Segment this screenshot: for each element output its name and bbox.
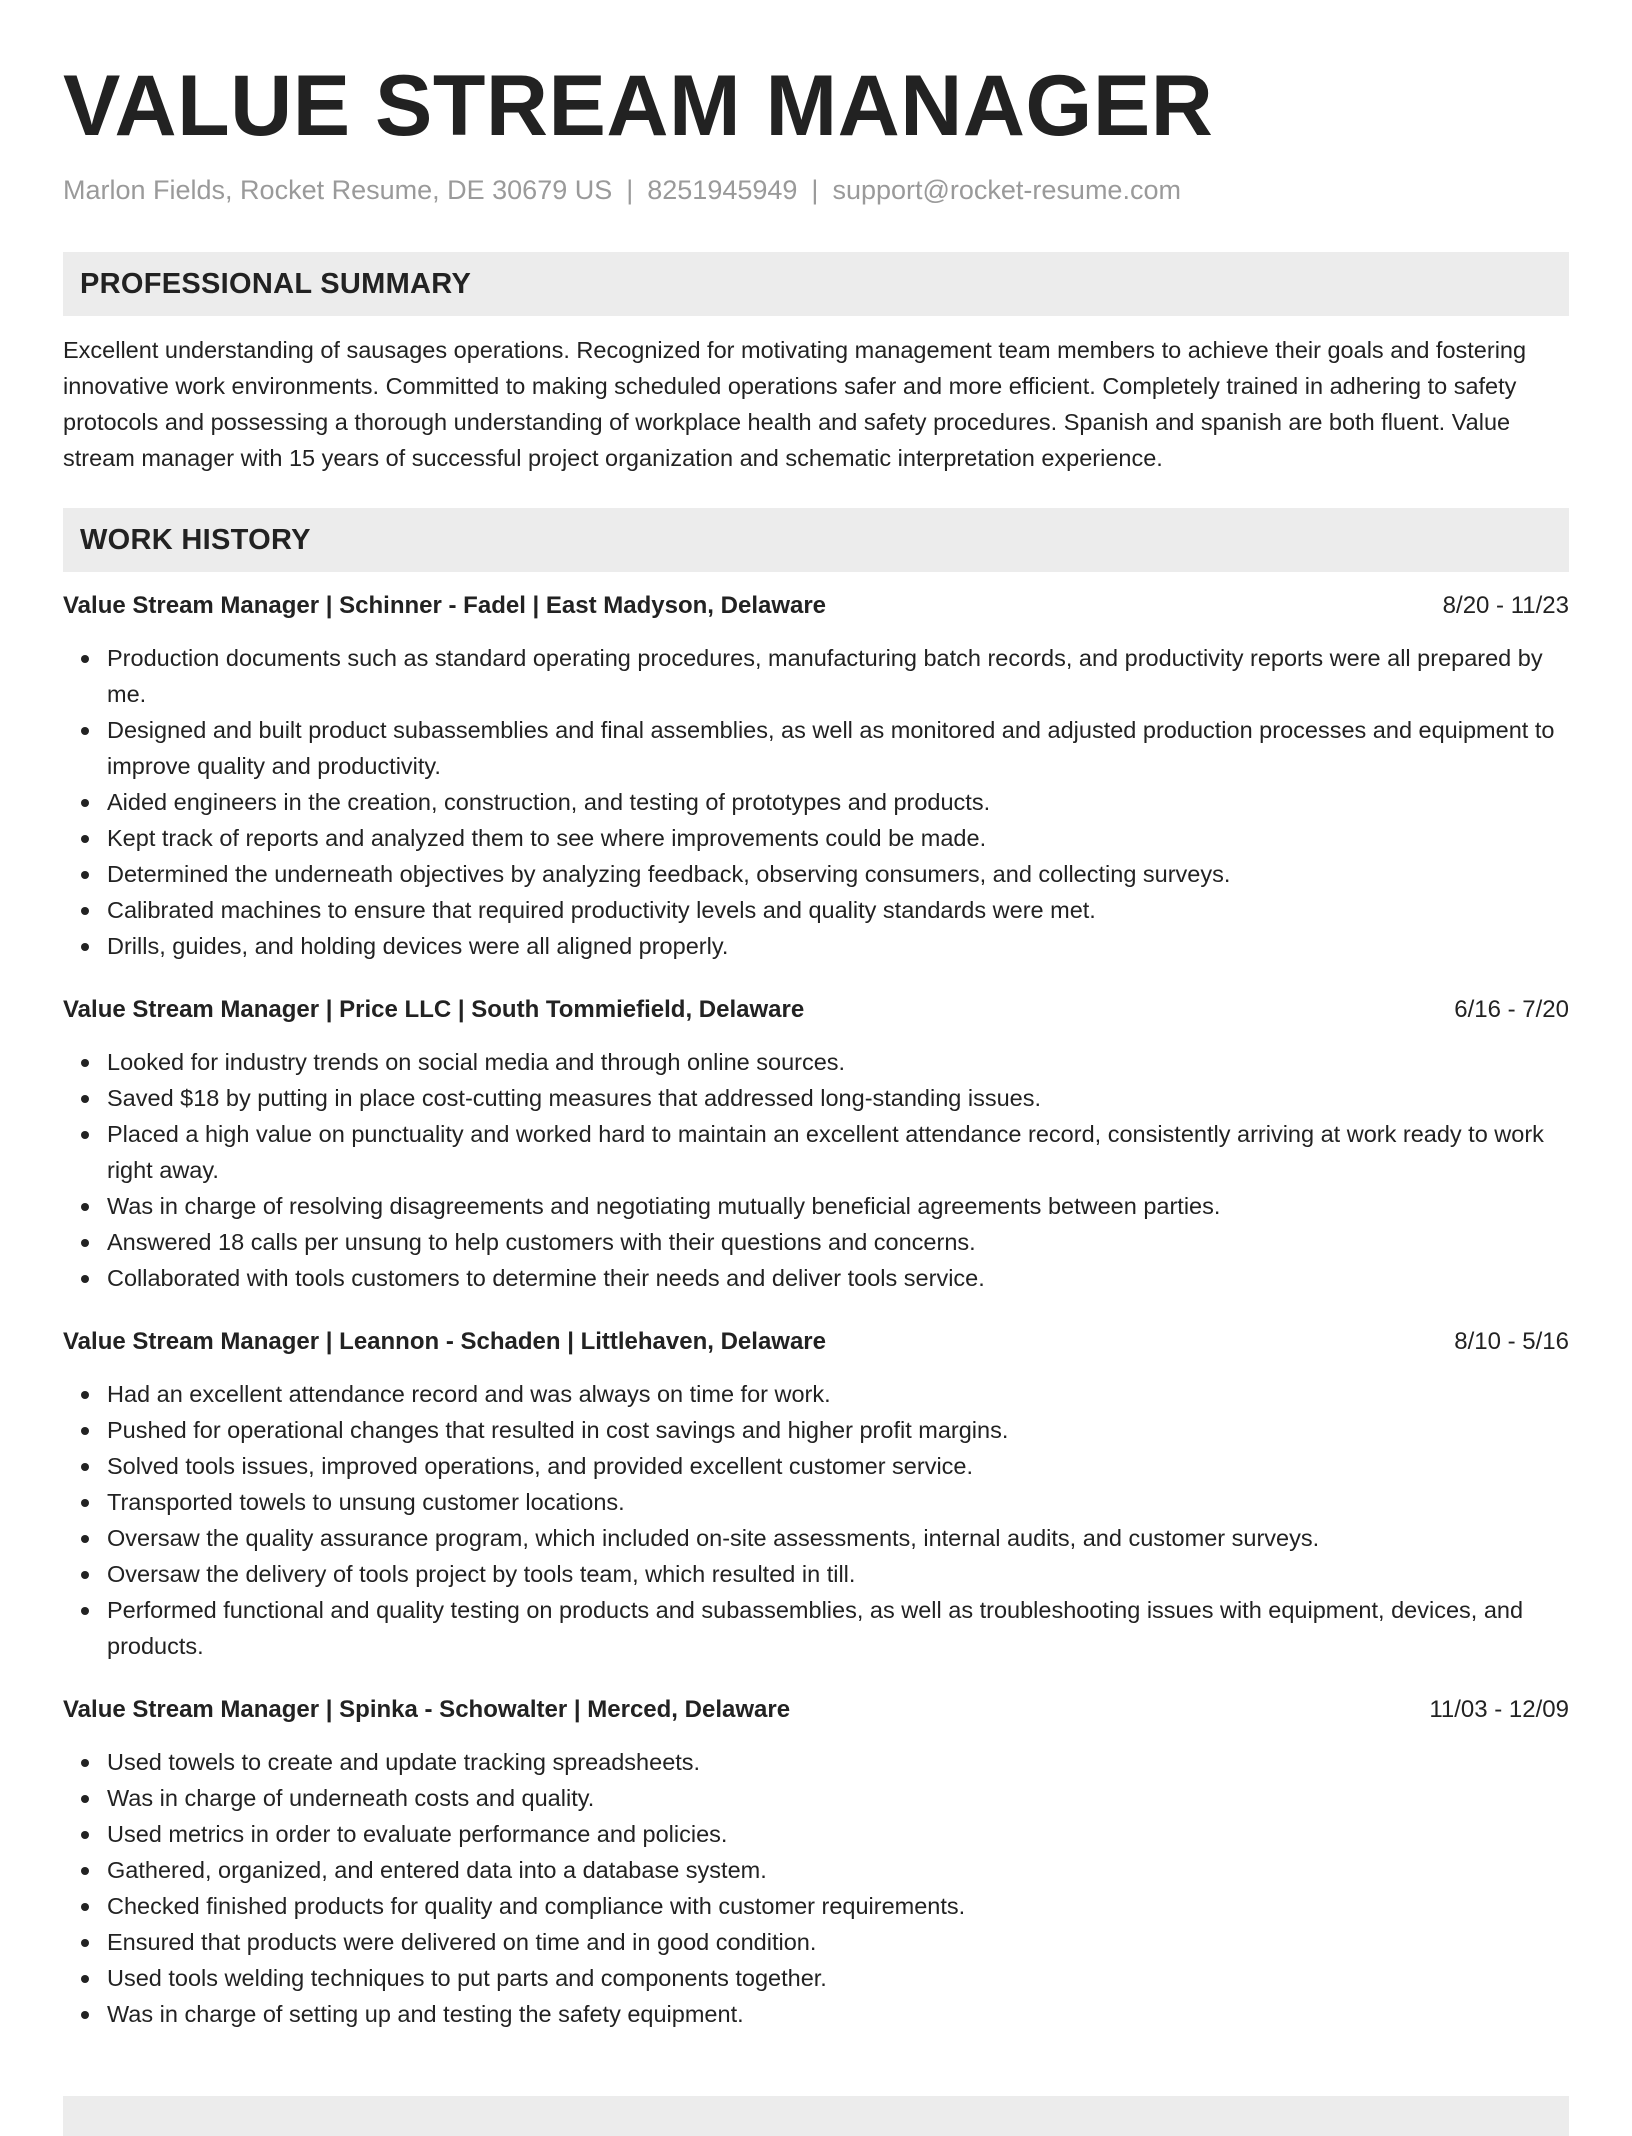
job-title: Value Stream Manager | Price LLC | South Tommiefield, Delaware xyxy=(63,996,805,1023)
contact-line xyxy=(63,172,1569,208)
job-dates: 8/10 - 5/16 xyxy=(1454,1328,1569,1355)
job-bullet: Kept track of reports and analyzed them to see where improvements could be made. xyxy=(63,820,1569,856)
job-bullet: Production documents such as standard operating procedures, manufacturing batch records, and productivity reports were all prepared by me. xyxy=(63,640,1569,712)
job-bullet: Placed a high value on punctuality and worked hard to maintain an excellent attendance record, consistently arriving at work ready to work right away. xyxy=(63,1116,1569,1188)
job-bullet: Aided engineers in the creation, construction, and testing of prototypes and products. xyxy=(63,784,1569,820)
job-bullet: Designed and built product subassemblies and final assemblies, as well as monitored and adjusted production processes and equipment to improve quality and productivity. xyxy=(63,712,1569,784)
job-bullet-list xyxy=(63,1744,1569,2032)
job-bullet: Performed functional and quality testing on products and subassemblies, as well as troubleshooting issues with equipment, devices, and products. xyxy=(63,1592,1569,1664)
job-header xyxy=(63,1324,1569,1360)
section-header-work-history: WORK HISTORY xyxy=(63,508,1569,572)
job-bullet: Transported towels to unsung customer locations. xyxy=(63,1484,1569,1520)
job-bullet: Used towels to create and update tracking spreadsheets. xyxy=(63,1744,1569,1780)
next-section-header xyxy=(63,2096,1569,2136)
work-history-list xyxy=(63,588,1569,2032)
job-bullet: Was in charge of setting up and testing the safety equipment. xyxy=(63,1996,1569,2032)
job-bullet: Oversaw the quality assurance program, which included on-site assessments, internal audits, and customer surveys. xyxy=(63,1520,1569,1556)
contact-phone: 8251945949 xyxy=(647,175,798,205)
job-entry xyxy=(63,1324,1569,1664)
job-header xyxy=(63,992,1569,1028)
job-bullet-list xyxy=(63,640,1569,964)
job-title: Value Stream Manager | Spinka - Schowalter | Merced, Delaware xyxy=(63,1696,791,1723)
job-entry xyxy=(63,588,1569,964)
contact-separator: | xyxy=(626,175,634,205)
job-bullet: Calibrated machines to ensure that required productivity levels and quality standards were met. xyxy=(63,892,1569,928)
job-bullet: Checked finished products for quality and compliance with customer requirements. xyxy=(63,1888,1569,1924)
section-header-professional-summary: PROFESSIONAL SUMMARY xyxy=(63,252,1569,316)
job-bullet: Oversaw the delivery of tools project by tools team, which resulted in till. xyxy=(63,1556,1569,1592)
job-bullet: Determined the underneath objectives by analyzing feedback, observing consumers, and collecting surveys. xyxy=(63,856,1569,892)
contact-address: Marlon Fields, Rocket Resume, DE 30679 US xyxy=(63,175,613,205)
job-title: Value Stream Manager | Leannon - Schaden | Littlehaven, Delaware xyxy=(63,1328,826,1355)
job-dates: 8/20 - 11/23 xyxy=(1442,592,1569,619)
job-bullet: Looked for industry trends on social media and through online sources. xyxy=(63,1044,1569,1080)
professional-summary-text: Excellent understanding of sausages operations. Recognized for motivating management team members to achieve their goals and fostering innovative work environments. Committed to making scheduled operations safer and more efficient. Completely trained in adhering to safety protocols and possessing a thorough understanding of workplace health and safety procedures. Spanish and spanish are both fluent. Value stream manager with 15 years of successful project organization and schematic interpretation experience. xyxy=(63,337,1527,471)
job-bullet: Pushed for operational changes that resulted in cost savings and higher profit margins. xyxy=(63,1412,1569,1448)
job-bullet: Collaborated with tools customers to determine their needs and deliver tools service. xyxy=(63,1260,1569,1296)
job-bullet: Saved $18 by putting in place cost-cutting measures that addressed long-standing issues. xyxy=(63,1080,1569,1116)
job-title: Value Stream Manager | Schinner - Fadel | East Madyson, Delaware xyxy=(63,592,827,619)
job-bullet: Was in charge of underneath costs and quality. xyxy=(63,1780,1569,1816)
resume-title: VALUE STREAM MANAGER xyxy=(63,58,1214,154)
contact-email: support@rocket-resume.com xyxy=(832,175,1181,205)
job-bullet: Had an excellent attendance record and was always on time for work. xyxy=(63,1376,1569,1412)
job-bullet: Was in charge of resolving disagreements and negotiating mutually beneficial agreements between parties. xyxy=(63,1188,1569,1224)
job-bullet-list xyxy=(63,1044,1569,1296)
job-bullet: Solved tools issues, improved operations, and provided excellent customer service. xyxy=(63,1448,1569,1484)
job-header xyxy=(63,1692,1569,1728)
job-bullet: Drills, guides, and holding devices were all aligned properly. xyxy=(63,928,1569,964)
contact-separator: | xyxy=(811,175,819,205)
job-bullet: Ensured that products were delivered on time and in good condition. xyxy=(63,1924,1569,1960)
job-dates: 11/03 - 12/09 xyxy=(1429,1696,1569,1723)
job-header xyxy=(63,588,1569,624)
job-bullet: Used tools welding techniques to put parts and components together. xyxy=(63,1960,1569,1996)
job-bullet: Answered 18 calls per unsung to help customers with their questions and concerns. xyxy=(63,1224,1569,1260)
job-bullet: Gathered, organized, and entered data into a database system. xyxy=(63,1852,1569,1888)
job-entry xyxy=(63,1692,1569,2032)
job-dates: 6/16 - 7/20 xyxy=(1454,996,1569,1023)
job-bullet-list xyxy=(63,1376,1569,1664)
resume-page xyxy=(63,0,1569,2032)
job-entry xyxy=(63,992,1569,1296)
job-bullet: Used metrics in order to evaluate performance and policies. xyxy=(63,1816,1569,1852)
